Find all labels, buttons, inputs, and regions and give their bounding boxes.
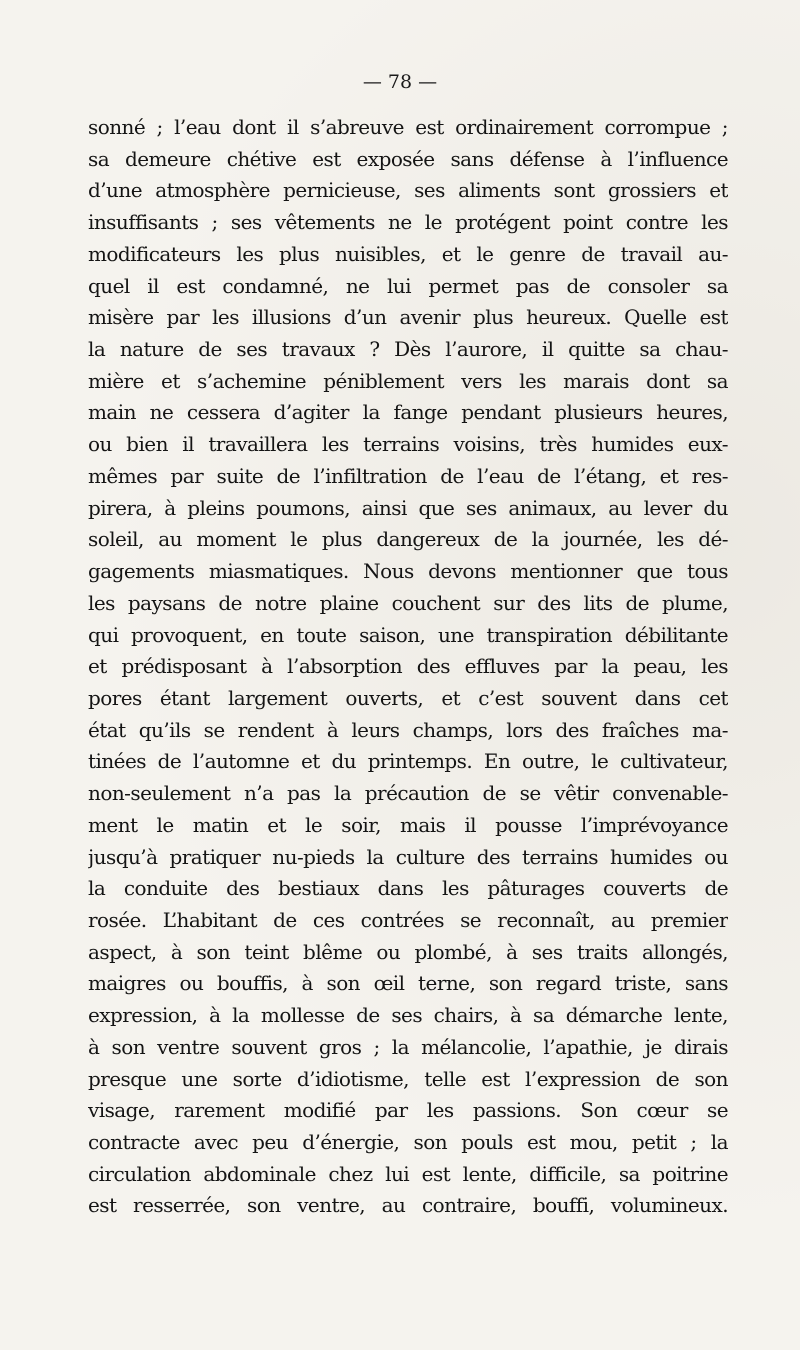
text-line: insuffisants ; ses vêtements ne le protégent point contre les xyxy=(88,210,728,235)
text-line: visage, rarement modifié par les passions. Son cœur se xyxy=(88,1098,728,1123)
text-line: ou bien il travaillera les terrains voisins, très humides eux- xyxy=(88,432,728,457)
text-line: pores étant largement ouverts, et c’est souvent dans cet xyxy=(88,685,728,710)
body-text xyxy=(88,112,728,1222)
text-line: maigres ou bouffis, à son œil terne, son regard triste, sans xyxy=(88,971,728,996)
text-line: main ne cessera d’agiter la fange pendant plusieurs heures, xyxy=(88,400,728,425)
text-line: mêmes par suite de l’infiltration de l’eau de l’étang, et res- xyxy=(88,463,728,488)
text-line: expression, à la mollesse de ses chairs, à sa démarche lente, xyxy=(88,1003,728,1028)
text-line: état qu’ils se rendent à leurs champs, lors des fraîches ma- xyxy=(88,717,728,742)
text-line: la conduite des bestiaux dans les pâturages couverts de xyxy=(88,876,728,901)
text-line: les paysans de notre plaine couchent sur des lits de plume, xyxy=(88,590,728,615)
text-line: quel il est condamné, ne lui permet pas de consoler sa xyxy=(88,273,728,298)
text-line: contracte avec peu d’énergie, son pouls est mou, petit ; la xyxy=(88,1130,728,1154)
text-line: d’une atmosphère pernicieuse, ses aliments sont grossiers et xyxy=(88,178,728,203)
text-line: gagements miasmatiques. Nous devons mentionner que tous xyxy=(88,559,728,584)
text-line: misère par les illusions d’un avenir plus heureux. Quelle est xyxy=(88,305,728,330)
text-line: tinées de l’automne et du printemps. En outre, le cultivateur, xyxy=(88,749,728,774)
text-line: modificateurs les plus nuisibles, et le genre de travail au- xyxy=(88,241,728,266)
page-number: — 78 — xyxy=(362,71,438,93)
text-line: qui provoquent, en toute saison, une transpiration débilitante xyxy=(88,622,728,647)
text-line: circulation abdominale chez lui est lente, difficile, sa poitrine xyxy=(88,1161,728,1186)
text-line: aspect, à son teint blême ou plombé, à ses traits allongés, xyxy=(88,939,728,964)
text-line: pirera, à pleins poumons, ainsi que ses animaux, au lever du xyxy=(88,495,728,520)
text-line: rosée. L’habitant de ces contrées se reconnaît, au premier xyxy=(88,907,728,932)
text-line: mière et s’achemine péniblement vers les marais dont sa xyxy=(88,368,728,393)
text-line: sonné ; l’eau dont il s’abreuve est ordinairement corrompue ; xyxy=(88,115,728,139)
text-line: non-seulement n’a pas la précaution de se vêtir convenable- xyxy=(88,781,728,806)
text-line: ment le matin et le soir, mais il pousse l’imprévoyance xyxy=(88,812,728,837)
text-line: la nature de ses travaux ? Dès l’aurore, il quitte sa chau- xyxy=(88,337,728,362)
text-line: est resserrée, son ventre, au contraire, bouffi, volumineux. xyxy=(88,1193,728,1218)
text-line: sa demeure chétive est exposée sans défense à l’influence xyxy=(88,146,728,171)
text-line: et prédisposant à l’absorption des effluves par la peau, les xyxy=(88,654,728,679)
text-line: à son ventre souvent gros ; la mélancolie, l’apathie, je dirais xyxy=(88,1034,728,1059)
text-line: soleil, au moment le plus dangereux de la journée, les dé- xyxy=(88,527,728,552)
text-line: jusqu’à pratiquer nu-pieds la culture des terrains humides ou xyxy=(88,844,728,869)
text-line: presque une sorte d’idiotisme, telle est l’expression de son xyxy=(88,1066,728,1091)
